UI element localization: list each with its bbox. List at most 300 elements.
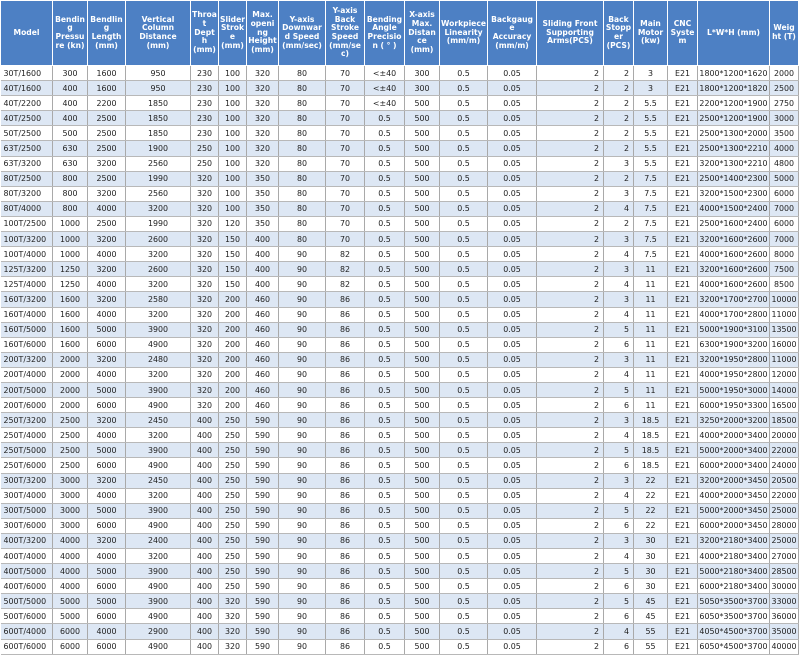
table-cell: 2 [537,156,604,171]
model-cell: 200T/6000 [1,398,53,413]
table-cell: 4000*1600*2600 [698,247,770,262]
table-cell: 230 [191,96,219,111]
table-cell: 6050*4500*3700 [698,639,770,654]
table-cell: 500 [405,564,440,579]
table-cell: 1000 [53,216,88,231]
table-cell: 230 [191,111,219,126]
table-cell: 500 [405,624,440,639]
table-cell: 2 [537,428,604,443]
table-cell: 400 [247,247,279,262]
table-cell: E21 [668,428,698,443]
table-cell: 400 [191,488,219,503]
table-cell: 0.5 [440,96,488,111]
table-cell: E21 [668,322,698,337]
table-cell: 0.5 [440,141,488,156]
table-cell: 90 [279,609,326,624]
table-cell: 0.05 [488,564,537,579]
table-cell: 5 [604,503,634,518]
table-cell: 500 [405,639,440,654]
table-cell: 2000 [770,66,799,81]
table-cell: 0.5 [365,398,405,413]
table-cell: 30 [634,533,668,548]
table-cell: 500 [405,609,440,624]
model-cell: 200T/3200 [1,352,53,367]
table-cell: 2 [604,171,634,186]
table-cell: 24000 [770,458,799,473]
table-row [1,594,799,609]
table-cell: 500 [405,488,440,503]
table-cell: 90 [279,247,326,262]
table-cell: 0.05 [488,352,537,367]
model-cell: 600T/6000 [1,639,53,654]
table-cell: 0.5 [365,126,405,141]
table-cell: 0.5 [440,473,488,488]
model-cell: 160T/4000 [1,307,53,322]
table-cell: 5000 [88,564,126,579]
table-cell: 2500 [53,458,88,473]
table-cell: 80 [279,111,326,126]
table-row [1,337,799,352]
table-cell: 2 [537,382,604,397]
table-cell: 200 [219,307,247,322]
table-cell: 5.5 [634,96,668,111]
table-cell: 3200 [126,488,191,503]
table-cell: 6 [604,458,634,473]
table-cell: 500 [405,352,440,367]
table-cell: 0.5 [440,579,488,594]
table-cell: 11 [634,367,668,382]
table-cell: 0.5 [440,201,488,216]
model-cell: 80T/4000 [1,201,53,216]
table-cell: 4900 [126,337,191,352]
table-cell: 82 [326,247,365,262]
table-cell: 500 [405,232,440,247]
table-cell: 400 [191,564,219,579]
model-cell: 80T/2500 [1,171,53,186]
table-cell: 2 [537,564,604,579]
table-cell: 8000 [770,247,799,262]
table-cell: 86 [326,322,365,337]
table-cell: <±40 [365,81,405,96]
table-row [1,232,799,247]
table-cell: 70 [326,156,365,171]
table-cell: 320 [191,398,219,413]
table-cell: 86 [326,413,365,428]
table-cell: 0.05 [488,503,537,518]
table-cell: 90 [279,398,326,413]
table-cell: 90 [279,262,326,277]
table-row [1,156,799,171]
table-cell: 18.5 [634,413,668,428]
model-cell: 125T/3200 [1,262,53,277]
table-cell: 5.5 [634,141,668,156]
table-cell: 45 [634,609,668,624]
table-cell: 250 [219,458,247,473]
table-cell: 86 [326,458,365,473]
table-cell: 500 [405,307,440,322]
table-cell: 0.5 [365,171,405,186]
model-cell: 300T/6000 [1,518,53,533]
table-row [1,367,799,382]
table-cell: 2400 [126,533,191,548]
table-cell: 0.05 [488,518,537,533]
table-cell: 0.5 [365,443,405,458]
table-cell: 3 [604,156,634,171]
table-cell: 1990 [126,171,191,186]
table-cell: 3200*1600*2600 [698,262,770,277]
table-cell: 6000 [770,186,799,201]
table-cell: 0.5 [365,307,405,322]
table-cell: 86 [326,352,365,367]
table-cell: 0.5 [440,156,488,171]
table-cell: 80 [279,141,326,156]
table-cell: 0.05 [488,609,537,624]
table-cell: 3900 [126,503,191,518]
table-cell: 250 [219,518,247,533]
table-cell: 250 [219,503,247,518]
column-header: Throat Depth (mm) [191,1,219,66]
table-cell: 3900 [126,564,191,579]
table-cell: E21 [668,247,698,262]
table-cell: 500 [405,277,440,292]
table-cell: 250 [219,443,247,458]
table-cell: 3250*2000*3200 [698,413,770,428]
table-cell: 320 [191,232,219,247]
table-cell: 0.5 [365,262,405,277]
table-cell: 3 [604,292,634,307]
model-cell: 100T/2500 [1,216,53,231]
header-row [1,1,799,66]
table-cell: 1600 [53,322,88,337]
table-cell: 2 [537,458,604,473]
table-cell: 250 [219,579,247,594]
table-cell: 460 [247,322,279,337]
table-cell: E21 [668,66,698,81]
table-cell: 2600 [126,262,191,277]
table-cell: 320 [191,171,219,186]
table-cell: 86 [326,337,365,352]
table-cell: E21 [668,579,698,594]
table-row [1,413,799,428]
table-cell: 3200 [88,262,126,277]
table-cell: 0.05 [488,186,537,201]
model-cell: 300T/4000 [1,488,53,503]
table-cell: 0.05 [488,247,537,262]
table-cell: 590 [247,533,279,548]
table-cell: 320 [191,186,219,201]
table-cell: 630 [53,141,88,156]
table-cell: 100 [219,156,247,171]
table-cell: 0.5 [365,473,405,488]
table-row [1,533,799,548]
table-cell: 80 [279,232,326,247]
table-cell: 3200 [126,201,191,216]
table-cell: 90 [279,382,326,397]
table-cell: 0.5 [440,443,488,458]
model-cell: 300T/5000 [1,503,53,518]
table-cell: 200 [219,322,247,337]
table-cell: 70 [326,232,365,247]
table-cell: 80 [279,201,326,216]
table-cell: 2480 [126,352,191,367]
table-cell: 0.5 [440,277,488,292]
table-cell: 2 [604,96,634,111]
table-cell: 320 [191,277,219,292]
table-cell: 82 [326,277,365,292]
table-cell: 25000 [770,503,799,518]
table-cell: 590 [247,413,279,428]
table-cell: 5 [604,443,634,458]
table-cell: 0.5 [440,594,488,609]
table-cell: 7000 [770,201,799,216]
table-cell: 320 [247,156,279,171]
table-row [1,81,799,96]
column-header: Y-axis Back Stroke Speed (mm/sec) [326,1,365,66]
table-cell: 230 [191,126,219,141]
table-cell: 6000 [53,624,88,639]
table-cell: 86 [326,639,365,654]
table-cell: 6000 [88,609,126,624]
table-cell: 0.05 [488,292,537,307]
table-cell: 0.5 [365,156,405,171]
table-cell: 2200*1200*1900 [698,96,770,111]
table-cell: 5.5 [634,156,668,171]
table-cell: 35000 [770,624,799,639]
table-cell: 3200 [126,307,191,322]
table-cell: 400 [191,579,219,594]
table-cell: 2750 [770,96,799,111]
table-cell: 2 [537,96,604,111]
table-cell: 1850 [126,111,191,126]
table-cell: 250 [219,564,247,579]
table-cell: 5000*2000*3450 [698,503,770,518]
table-cell: 3 [634,81,668,96]
table-cell: 2500*1600*2400 [698,216,770,231]
table-cell: 6000 [88,398,126,413]
table-cell: 90 [279,458,326,473]
table-cell: 86 [326,549,365,564]
table-cell: 90 [279,367,326,382]
table-cell: 20500 [770,473,799,488]
column-header: Main Motor (kw) [634,1,668,66]
table-cell: 90 [279,549,326,564]
table-cell: 0.5 [440,352,488,367]
column-header: Bending Pressure (kn) [53,1,88,66]
table-cell: 4900 [126,579,191,594]
table-cell: 0.5 [440,518,488,533]
table-cell: 2 [537,141,604,156]
table-cell: 90 [279,428,326,443]
table-cell: 5000 [53,594,88,609]
table-cell: 22000 [770,488,799,503]
table-cell: 0.5 [440,247,488,262]
table-cell: 150 [219,247,247,262]
table-row [1,473,799,488]
table-cell: 250 [219,428,247,443]
table-cell: 2 [537,533,604,548]
table-cell: 22000 [770,443,799,458]
table-cell: E21 [668,533,698,548]
table-cell: 11 [634,352,668,367]
table-cell: 3200 [88,156,126,171]
table-cell: 400 [53,96,88,111]
table-cell: 0.05 [488,141,537,156]
table-cell: 3200*1950*2800 [698,352,770,367]
table-cell: 460 [247,292,279,307]
table-cell: 5000*1900*3100 [698,322,770,337]
table-cell: 2 [537,443,604,458]
column-header: Model [1,1,53,66]
model-cell: 63T/3200 [1,156,53,171]
table-cell: 86 [326,428,365,443]
model-cell: 250T/5000 [1,443,53,458]
table-cell: 16000 [770,337,799,352]
table-cell: 1800*1200*1620 [698,66,770,81]
table-row [1,201,799,216]
model-cell: 400T/3200 [1,533,53,548]
table-row [1,307,799,322]
table-cell: 950 [126,66,191,81]
model-cell: 500T/5000 [1,594,53,609]
table-cell: 0.5 [440,564,488,579]
table-cell: 0.5 [440,639,488,654]
table-cell: 70 [326,216,365,231]
table-cell: 2 [537,473,604,488]
table-cell: 90 [279,518,326,533]
table-cell: 1600 [88,81,126,96]
table-row [1,96,799,111]
table-cell: 3000 [770,111,799,126]
table-cell: 6 [604,337,634,352]
table-cell: 0.5 [365,322,405,337]
table-cell: 2500 [88,126,126,141]
table-cell: 4000*1500*2400 [698,201,770,216]
column-header: Vertical Column Distance (mm) [126,1,191,66]
column-header: L*W*H (mm) [698,1,770,66]
table-cell: 5 [604,322,634,337]
table-cell: 4 [604,277,634,292]
table-cell: 0.05 [488,322,537,337]
table-row [1,66,799,81]
table-cell: 11 [634,262,668,277]
table-cell: 3200 [88,232,126,247]
table-cell: 2 [537,639,604,654]
table-cell: 10000 [770,292,799,307]
table-cell: 0.5 [440,111,488,126]
table-cell: 250 [219,549,247,564]
table-cell: 18500 [770,413,799,428]
table-cell: 300 [405,66,440,81]
table-cell: 2500 [88,111,126,126]
model-cell: 300T/3200 [1,473,53,488]
table-cell: 500 [405,473,440,488]
table-cell: 2200 [88,96,126,111]
table-cell: 0.05 [488,398,537,413]
table-cell: 320 [191,352,219,367]
model-cell: 160T/5000 [1,322,53,337]
table-cell: 590 [247,549,279,564]
table-cell: E21 [668,609,698,624]
table-cell: 6000 [88,579,126,594]
table-cell: 500 [405,533,440,548]
table-cell: 4000 [53,579,88,594]
table-cell: 0.5 [365,488,405,503]
table-cell: 100 [219,126,247,141]
table-cell: 25000 [770,533,799,548]
table-cell: 500 [405,579,440,594]
table-cell: 18.5 [634,428,668,443]
model-cell: 30T/1600 [1,66,53,81]
table-cell: E21 [668,352,698,367]
column-header: Workpiece Linearity (mm/m) [440,1,488,66]
table-cell: 2 [604,141,634,156]
table-cell: 70 [326,171,365,186]
table-cell: 3 [604,533,634,548]
table-cell: <±40 [365,96,405,111]
table-row [1,639,799,654]
table-cell: E21 [668,171,698,186]
table-cell: 4900 [126,609,191,624]
table-cell: 7.5 [634,247,668,262]
table-cell: 6050*3500*3700 [698,609,770,624]
table-cell: 500 [405,443,440,458]
table-cell: 90 [279,322,326,337]
column-header: Slider Stroke (mm) [219,1,247,66]
table-cell: 4000*1700*2800 [698,307,770,322]
table-cell: E21 [668,458,698,473]
table-cell: 0.05 [488,428,537,443]
table-cell: 2 [604,126,634,141]
table-cell: 2 [537,337,604,352]
table-cell: 11 [634,307,668,322]
table-cell: 86 [326,488,365,503]
table-header [1,1,799,66]
table-cell: E21 [668,156,698,171]
table-cell: 400 [191,413,219,428]
table-cell: 400 [191,549,219,564]
table-cell: 4000 [88,307,126,322]
table-cell: 1000 [53,247,88,262]
table-cell: 0.05 [488,156,537,171]
table-cell: 3200*1600*2600 [698,232,770,247]
table-cell: 86 [326,624,365,639]
table-cell: 590 [247,428,279,443]
table-cell: 590 [247,564,279,579]
table-cell: 0.5 [440,216,488,231]
table-cell: 4900 [126,398,191,413]
table-cell: 18.5 [634,443,668,458]
table-cell: E21 [668,503,698,518]
table-cell: 2 [604,111,634,126]
table-cell: 8500 [770,277,799,292]
table-cell: 70 [326,201,365,216]
table-cell: 0.5 [365,111,405,126]
table-cell: 200 [219,398,247,413]
table-cell: 0.5 [365,594,405,609]
table-cell: 100 [219,111,247,126]
table-cell: 0.5 [440,337,488,352]
table-cell: 400 [53,81,88,96]
table-cell: 320 [247,111,279,126]
table-cell: 2500 [53,413,88,428]
table-cell: 2 [537,518,604,533]
table-cell: 90 [279,639,326,654]
table-cell: 80 [279,96,326,111]
table-cell: 0.05 [488,473,537,488]
model-cell: 50T/2500 [1,126,53,141]
table-cell: 0.05 [488,66,537,81]
table-cell: 0.05 [488,201,537,216]
